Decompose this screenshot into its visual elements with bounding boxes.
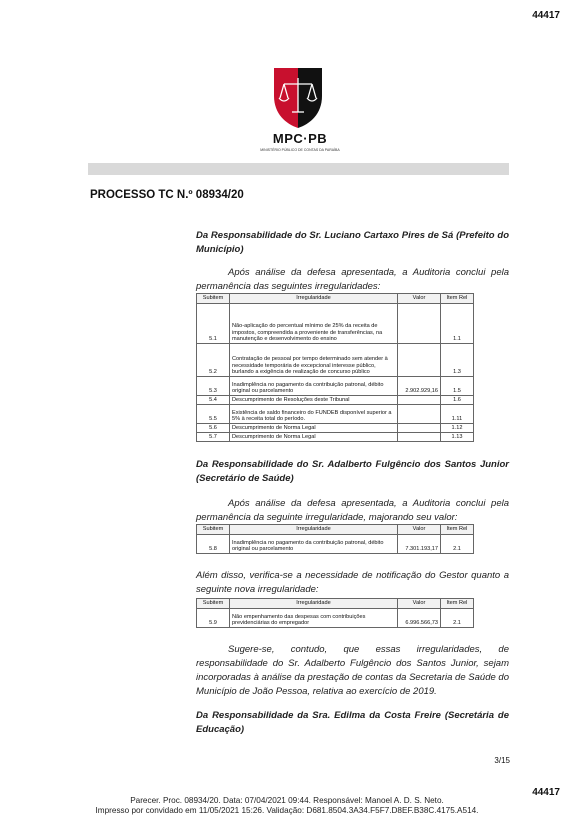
cell-valor: 7.301.193,17	[398, 535, 441, 554]
table-row	[197, 377, 474, 396]
document-number-top: 44417	[532, 10, 560, 21]
cell-valor	[398, 424, 441, 433]
cell-text: Não empenhamento das despesas com contribuições previdenciárias do empregador	[230, 609, 398, 628]
mpc-pb-logo	[272, 66, 324, 130]
suggestion-paragraph: Sugere-se, contudo, que essas irregularidades, de responsabilidade do Sr. Adalberto Fulgêncio dos Santos Junior, sejam incorporadas à análise da prestação de contas da Secretaria de Saúde do Município de João Pessoa, relativa ao exercício de 2019.	[196, 644, 509, 697]
section2-intro: Após análise da defesa apresentada, a Auditoria conclui pela permanência da seguinte irregularidade, majorando seu valor:	[196, 498, 509, 523]
col-subitem: Subitem	[197, 599, 230, 609]
irregularities-table-2	[196, 524, 474, 554]
cell-text: Existência de saldo financeiro do FUNDEB disponível superior a 5% à receita total do período.	[230, 405, 398, 424]
cell-text: Descumprimento de Norma Legal	[230, 424, 398, 433]
cell-valor	[398, 304, 441, 344]
cell-subitem: 5.1	[197, 304, 230, 344]
table-row	[197, 304, 474, 344]
cell-item: 1.1	[441, 304, 474, 344]
cell-subitem: 5.8	[197, 535, 230, 554]
cell-subitem: 5.6	[197, 424, 230, 433]
cell-valor	[398, 433, 441, 442]
cell-text: Contratação de pessoal por tempo determinado sem atender à necessidade temporária de excepcional interesse público, burlando a exigência de realização de concurso público	[230, 344, 398, 377]
col-subitem: Subitem	[197, 525, 230, 535]
footer-line-2: Impresso por convidado em 11/05/2021 15:26. Validação: D681.8504.3A34.F5F7.D8EF.B38C.4175.A514.	[95, 806, 479, 815]
cell-item: 1.13	[441, 433, 474, 442]
footer-line-1: Parecer. Proc. 08934/20. Data: 07/04/2021 09:44. Responsável: Manoel A. D. S. Neto.	[130, 796, 444, 805]
cell-item: 1.6	[441, 396, 474, 405]
cell-text: Inadimplência no pagamento da contribuição patronal, débito original ou parcelamento	[230, 535, 398, 554]
cell-subitem: 5.3	[197, 377, 230, 396]
footer	[0, 796, 574, 816]
table-row	[197, 396, 474, 405]
col-irregularidade: Irregularidade	[230, 599, 398, 609]
cell-valor: 2.902.929,16	[398, 377, 441, 396]
cell-subitem: 5.5	[197, 405, 230, 424]
logo-subtitle: MINISTÉRIO PÚBLICO DE CONTAS DA PARAÍBA	[260, 148, 340, 152]
cell-valor: 6.996.566,73	[398, 609, 441, 628]
cell-subitem: 5.2	[197, 344, 230, 377]
table-row	[197, 405, 474, 424]
section2-heading: Da Responsabilidade do Sr. Adalberto Fulgêncio dos Santos Junior (Secretário de Saúde)	[196, 459, 509, 484]
logo-wordmark: MPC·PB	[272, 131, 328, 146]
table-row	[197, 609, 474, 628]
cell-text: Não-aplicação do percentual mínimo de 25% da receita de impostos, compreendida a proveniente de transferências, na manutenção e desenvolvimento do ensino	[230, 304, 398, 344]
irregularities-table-1	[196, 293, 474, 442]
table-row	[197, 535, 474, 554]
cell-valor	[398, 396, 441, 405]
cell-item: 2.1	[441, 535, 474, 554]
cell-subitem: 5.7	[197, 433, 230, 442]
header-bar	[88, 163, 509, 175]
cell-text: Descumprimento de Norma Legal	[230, 433, 398, 442]
col-valor: Valor	[398, 294, 441, 304]
cell-item: 1.11	[441, 405, 474, 424]
cell-item: 1.5	[441, 377, 474, 396]
irregularities-table-3	[196, 598, 474, 628]
col-valor: Valor	[398, 525, 441, 535]
cell-text: Inadimplência no pagamento da contribuição patronal, débito original ou parcelamento	[230, 377, 398, 396]
table-row	[197, 344, 474, 377]
col-item-rel: Item Rel	[441, 525, 474, 535]
col-item-rel: Item Rel	[441, 294, 474, 304]
section3-heading: Da Responsabilidade da Sra. Edilma da Costa Freire (Secretária de Educação)	[196, 710, 509, 735]
cell-text: Descumprimento de Resoluções deste Tribunal	[230, 396, 398, 405]
cell-valor	[398, 405, 441, 424]
cell-item: 2.1	[441, 609, 474, 628]
col-irregularidade: Irregularidade	[230, 294, 398, 304]
document-number-bottom: 44417	[532, 787, 560, 798]
col-item-rel: Item Rel	[441, 599, 474, 609]
section2-note: Além disso, verifica-se a necessidade de notificação do Gestor quanto a seguinte nova irregularidade:	[196, 570, 509, 595]
page-fraction: 3/15	[494, 756, 510, 765]
section1-heading: Da Responsabilidade do Sr. Luciano Cartaxo Pires de Sá (Prefeito do Município)	[196, 230, 509, 255]
cell-subitem: 5.4	[197, 396, 230, 405]
cell-item: 1.3	[441, 344, 474, 377]
cell-subitem: 5.9	[197, 609, 230, 628]
col-valor: Valor	[398, 599, 441, 609]
table-row	[197, 433, 474, 442]
section1-intro: Após análise da defesa apresentada, a Auditoria conclui pela permanência das seguintes irregularidades:	[196, 267, 509, 292]
col-irregularidade: Irregularidade	[230, 525, 398, 535]
cell-item: 1.12	[441, 424, 474, 433]
col-subitem: Subitem	[197, 294, 230, 304]
cell-valor	[398, 344, 441, 377]
process-number: PROCESSO TC N.º 08934/20	[90, 189, 244, 201]
table-row	[197, 424, 474, 433]
